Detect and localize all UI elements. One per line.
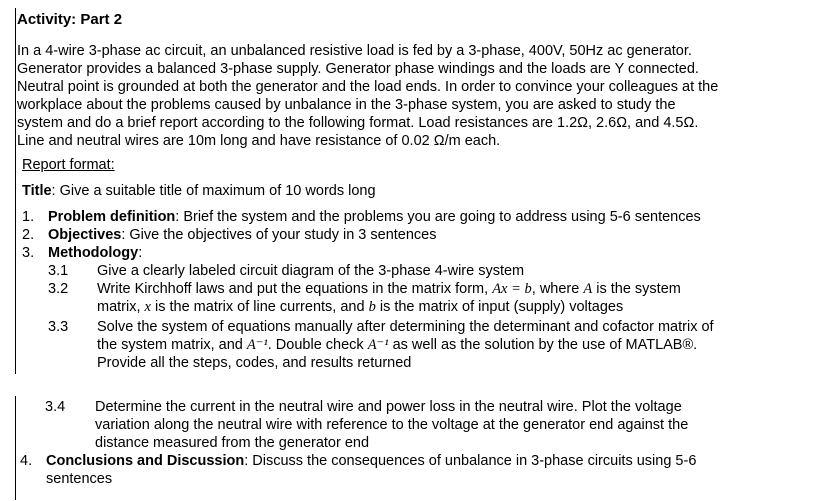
text-span: the system matrix, and	[97, 337, 247, 353]
math-symbol: x	[144, 299, 151, 315]
title-label: Title	[22, 183, 52, 199]
item-text: :	[138, 245, 143, 261]
report-format-label: Report format:	[22, 157, 115, 173]
title-instruction	[22, 182, 376, 200]
subitem-number: 3.3	[48, 319, 69, 335]
item-text: : Brief the system and the problems you are going to address using 5-6 sentences	[175, 209, 701, 225]
title-text: : Give a suitable title of maximum of 10 words long	[51, 183, 376, 199]
subitem-text: Give a clearly labeled circuit diagram of the 3-phase 4-wire system	[97, 263, 525, 279]
item-label: Objectives	[48, 227, 122, 243]
intro-paragraph	[17, 42, 718, 150]
subitem-text	[97, 336, 697, 354]
item-number: 1.	[22, 209, 35, 225]
subitem-text: distance measured from the generator end	[95, 435, 370, 451]
subitem-text	[97, 280, 681, 298]
inverse-matrix-symbol: A⁻¹	[246, 337, 268, 353]
activity-heading: Activity: Part 2	[17, 11, 123, 28]
subitem-text: Provide all the steps, codes, and results returned	[97, 355, 412, 371]
item-text: : Discuss the consequences of unbalance in 3-phase circuits using 5-6	[244, 453, 697, 469]
text-span: is the matrix of line currents, and	[150, 299, 369, 315]
left-border-bottom	[15, 396, 16, 500]
subitem-number: 3.4	[45, 399, 66, 415]
subitem-number: 3.1	[48, 263, 69, 279]
matrix-equation: Ax = b	[492, 281, 532, 297]
list-item-continuation: sentences	[46, 471, 113, 487]
math-symbol: b	[368, 299, 376, 315]
left-border-top	[15, 8, 16, 374]
intro-line: workplace about the problems caused by unbalance in the 3-phase system, you are asked to study the	[17, 97, 676, 113]
item-label: Conclusions and Discussion	[46, 453, 245, 469]
list-item-problem-definition	[22, 208, 701, 226]
list-item-conclusions	[20, 452, 696, 470]
item-text: : Give the objectives of your study in 3 sentences	[121, 227, 437, 243]
item-number: 4.	[20, 453, 33, 469]
text-span: Write Kirchhoff laws and put the equations in the matrix form,	[97, 281, 493, 297]
item-number: 2.	[22, 227, 35, 243]
item-number: 3.	[22, 245, 35, 261]
subitem-text: variation along the neutral wire with reference to the voltage at the generator end against the	[95, 417, 689, 433]
text-span: matrix,	[97, 299, 145, 315]
intro-line: Neutral point is grounded at both the generator and the load ends. In order to convince your colleagues at the	[17, 79, 719, 95]
subitem-number: 3.2	[48, 281, 69, 297]
list-item-methodology	[22, 244, 142, 262]
item-label: Problem definition	[48, 209, 176, 225]
intro-line: Line and neutral wires are 10m long and have resistance of 0.02 Ω/m each.	[17, 133, 501, 149]
intro-line: Generator provides a balanced 3-phase supply. Generator phase windings and the loads are Y connected.	[17, 61, 699, 77]
inverse-matrix-symbol: A⁻¹	[367, 337, 389, 353]
text-span: as well as the solution by the use of MATLAB®.	[388, 337, 698, 353]
text-span: , where	[531, 281, 584, 297]
intro-line: system and do a brief report according to the following format. Load resistances are 1.2Ω, 2.6Ω, and 4.5Ω.	[17, 115, 699, 131]
subitem-text	[97, 298, 623, 316]
math-symbol: A	[583, 281, 593, 297]
text-span: is the system	[592, 281, 681, 297]
text-span: . Double check	[267, 337, 368, 353]
text-span: is the matrix of input (supply) voltages	[375, 299, 624, 315]
intro-line: In a 4-wire 3-phase ac circuit, an unbalanced resistive load is fed by a 3-phase, 400V, 50Hz ac generator.	[17, 43, 692, 59]
subitem-text: Solve the system of equations manually after determining the determinant and cofactor matrix of	[97, 319, 714, 335]
list-item-objectives	[22, 226, 437, 244]
subitem-text: Determine the current in the neutral wire and power loss in the neutral wire. Plot the voltage	[95, 399, 682, 415]
item-label: Methodology	[48, 245, 139, 261]
